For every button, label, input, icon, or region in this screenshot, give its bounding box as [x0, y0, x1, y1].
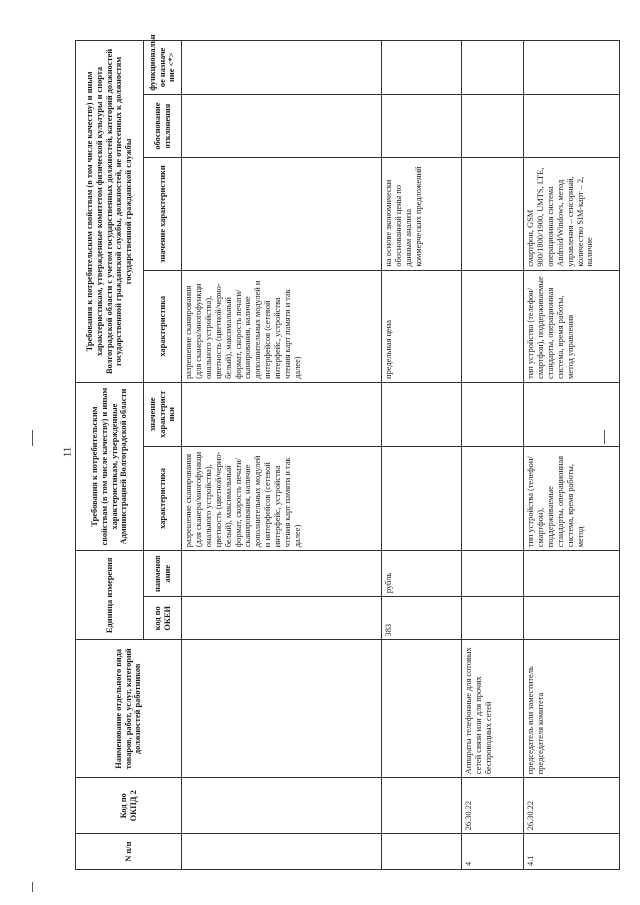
- rotated-document-page: [75, 34, 620, 870]
- cell-name: [382, 640, 462, 778]
- cell-committee-characteristic: тип устройства (телефон/смартфон), поддерживаемые стандарты, операционная система, время работы, метод управления: [524, 270, 620, 382]
- header-no: N п/п: [76, 834, 182, 870]
- cell-unit: [182, 551, 382, 597]
- cell-okei: [462, 597, 524, 640]
- header-unit-name: наименов ание: [144, 551, 182, 597]
- page-number: 11: [61, 446, 74, 458]
- cell-committee-characteristic: разрешение сканирования (для сканера/многофункци онального устройства), цветность (цветной/черно-белый), максимальный формат, скорость печати/ сканирования, наличие дополнительных модулей и интерфейсов (сетевой интерфейс, устройства чтения карт памяти и так далее): [182, 270, 382, 382]
- cell-committee-justification: [382, 94, 462, 158]
- cell-committee-function: [382, 41, 462, 95]
- cell-admin-value: [462, 382, 524, 446]
- table-row: [524, 41, 620, 870]
- cell-no: [182, 834, 382, 870]
- cell-admin-characteristic: [462, 446, 524, 551]
- edge-mark: [32, 430, 33, 446]
- header-admin-value: значение характерист ики: [144, 382, 182, 446]
- cell-name: председатель или заместитель председателя комитета: [524, 640, 620, 778]
- cell-name: Аппараты телефонные для сотовых сетей связи или для прочих беспроводных сетей: [462, 640, 524, 778]
- header-committee-value: значение характеристики: [144, 158, 182, 270]
- cell-admin-characteristic: [382, 446, 462, 551]
- header-unit-group: Единица измерения: [76, 551, 144, 640]
- header-name: Наименование отдельного вида товаров, работ, услуг, категорий должностей работников: [76, 640, 182, 778]
- cell-committee-value: [182, 158, 382, 270]
- header-committee-function: функциональн ое назначе ние <*>: [144, 41, 182, 95]
- cell-committee-characteristic: предельная цена: [382, 270, 462, 382]
- cell-committee-value: [462, 158, 524, 270]
- cell-committee-justification: [524, 94, 620, 158]
- header-admin-requirements: Требования к потребительским свойствам (в том числе качеству) и иным характеристикам, утвержденные Администрацией Волгоградской области: [76, 382, 144, 550]
- cell-no: 4: [462, 834, 524, 870]
- cell-unit: [524, 551, 620, 597]
- cell-okpd: [182, 778, 382, 834]
- cell-okei: 383: [382, 597, 462, 640]
- table-row: [462, 41, 524, 870]
- cell-okpd: 26.30.22: [524, 778, 620, 834]
- cell-unit: рубль: [382, 551, 462, 597]
- cell-admin-value: [382, 382, 462, 446]
- requirements-table: [75, 34, 620, 870]
- cell-committee-value: смартфон, GSM 900/1800/1900, UMTS, LTE, операционная система Android/Windows, метод управления – сенсорный, количество SIM-карт – 2, наличие: [524, 158, 620, 270]
- table-row: [382, 41, 462, 870]
- header-committee-characteristic: характеристика: [144, 270, 182, 382]
- cell-committee-characteristic: [462, 270, 524, 382]
- cell-name: [182, 640, 382, 778]
- cell-okpd: [382, 778, 462, 834]
- cell-okei: [182, 597, 382, 640]
- cell-committee-function: [462, 41, 524, 95]
- cell-admin-characteristic: тип устройства (телефон/смартфон), поддерживаемые стандарты, операционная система, время работы, метод: [524, 446, 620, 551]
- cell-admin-value: [524, 382, 620, 446]
- cell-okei: [524, 597, 620, 640]
- table-row: [182, 41, 382, 870]
- cell-admin-characteristic: разрешение сканирования (для сканера/многофункци онального устройства), цветность (цветной/черно-белый), максимальный формат, скорость печати/ сканирования, наличие дополнительных модулей и интерфейсов (сетевой интерфейс, устройства чтения карт памяти и так далее): [182, 446, 382, 551]
- header-admin-characteristic: характеристика: [144, 446, 182, 551]
- header-okpd: Код по ОКПД 2: [76, 778, 182, 834]
- cell-committee-justification: [462, 94, 524, 158]
- cell-committee-function: [524, 41, 620, 95]
- cell-committee-justification: [182, 94, 382, 158]
- cell-committee-value: на основе экономически обоснованной цены по данным анализа коммерческих предложений: [382, 158, 462, 270]
- header-unit-okei: код по ОКЕИ: [144, 597, 182, 640]
- cell-okpd: 26.30.22: [462, 778, 524, 834]
- edge-mark: [32, 882, 33, 892]
- cell-committee-function: [182, 41, 382, 95]
- header-committee-justification: обоснование отклонения: [144, 94, 182, 158]
- cell-unit: [462, 551, 524, 597]
- cell-no: [382, 834, 462, 870]
- cell-admin-value: [182, 382, 382, 446]
- header-committee-requirements: Требования к потребительским свойствам (в том числе качеству) и иным характеристикам, утвержденные комитетом физической культуры и спорта Волгоградской области с учетом государственных должностей, категорий должностей государственной гражданской службы, должностей, не отнесенных к должностям государственной гражданской службы: [76, 41, 144, 383]
- cell-no: 4.1: [524, 834, 620, 870]
